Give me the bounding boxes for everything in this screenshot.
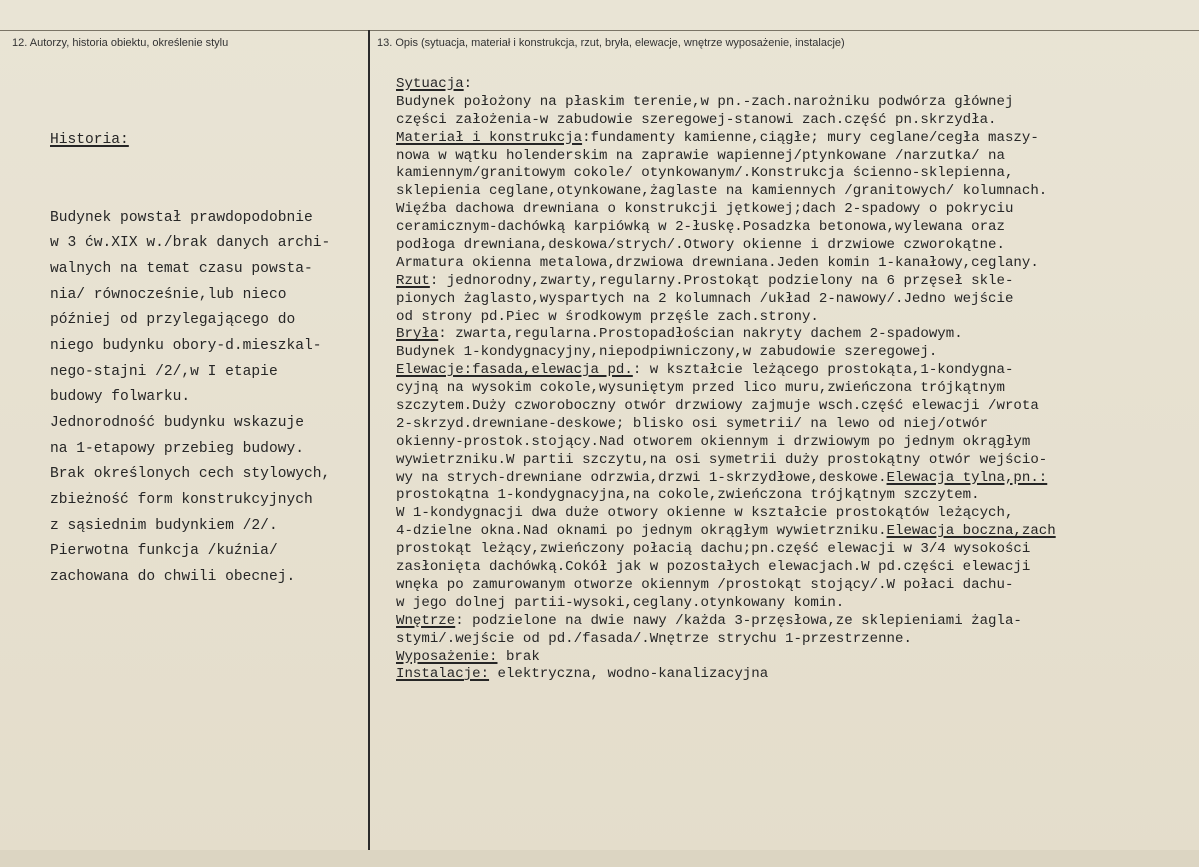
description-text: wywietrzniku.W partii szczytu,na osi symetrii duży prostokątny otwór wejścio- (396, 451, 1048, 468)
history-line: budowy folwarku. (50, 389, 191, 406)
history-line: Jednorodność budynku wskazuje (50, 415, 304, 431)
description-text: ceramicznym-dachówką karpiówką w 2-łuskę.Posadzka betonowa,wylewana oraz (396, 219, 1005, 236)
section-12-header: 12. Autorzy, historia obiektu, określenie stylu (12, 37, 229, 49)
history-section (50, 77, 330, 642)
section-label: Bryła (396, 326, 439, 343)
description-line (396, 237, 1056, 255)
header-rule (0, 30, 1199, 31)
history-line: nia/ równocześnie,lub nieco (50, 286, 287, 303)
history-line: zbieżność form konstrukcyjnych (50, 492, 313, 509)
description-line (396, 505, 1056, 523)
description-text: 4-dzielne okna.Nad oknami po jednym okrągłym wywietrzniku. (396, 523, 887, 540)
description-line (396, 219, 1056, 237)
description-text: :fundamenty kamienne,ciągłe; mury ceglane/cegła maszy- (582, 129, 1039, 146)
description-line (396, 94, 1056, 112)
section-label: Elewacje:fasada,elewacja pd. (396, 362, 633, 379)
description-line (396, 541, 1056, 559)
description-text: 2-skrzyd.drewniane-deskowe; blisko osi symetrii/ na lewo od niej/otwór (396, 415, 989, 432)
description-line (396, 649, 1056, 667)
description-line (396, 148, 1056, 166)
description-line (396, 631, 1056, 649)
description-line (396, 76, 1056, 94)
description-text: kamiennym/granitowym cokole/ otynkowanym/.Konstrukcja ścienno-sklepienna, (396, 165, 1014, 182)
card-bottom-edge (0, 850, 1199, 867)
description-line (396, 434, 1056, 452)
description-line (396, 487, 1056, 505)
description-line (396, 523, 1056, 541)
description-text: nowa w wątku holenderskim na zaprawie wapiennej/ptynkowane /narzutka/ na (396, 147, 1005, 164)
description-line (396, 165, 1056, 183)
history-line: niego budynku obory-d.mieszkal- (50, 337, 322, 354)
description-text: elektryczna, wodno-kanalizacyjna (489, 666, 769, 683)
description-text: : podzielone na dwie nawy /każda 3-przęsłowa,ze sklepieniami żagla- (455, 612, 1022, 629)
description-line (396, 112, 1056, 130)
description-text: prostokąt leżący,zwieńczony połacią dachu;pn.część elewacji w 3/4 wysokości (396, 541, 1031, 558)
description-text: : zwarta,regularna.Prostopadłościan nakryty dachem 2-spadowym. (438, 326, 963, 343)
section-13-header: 13. Opis (sytuacja, materiał i konstrukcja, rzut, bryła, elewacje, wnętrze wyposażenie, instalacje) (377, 37, 845, 49)
history-line: Pierwotna funkcja /kuźnia/ (50, 543, 278, 560)
column-divider (368, 30, 370, 852)
description-text: prostokątna 1-kondygnacyjna,na cokole,zwieńczona trójkątnym szczytem. (396, 487, 980, 504)
description-text: : jednorodny,zwarty,regularny.Prostokąt podzielony na 6 przęseł skle- (429, 272, 1014, 289)
description-text: : (463, 76, 473, 92)
description-text: zasłonięta dachówką.Cokół jak w pozostałych elewacjach.W pd.części elewacji (396, 559, 1031, 576)
description-text: brak (497, 648, 540, 665)
history-lines (50, 206, 330, 591)
section-label: Instalacje: (396, 666, 490, 683)
section-label: Wyposażenie: (396, 648, 498, 665)
section-label: Elewacja tylna,pn.: (886, 469, 1048, 486)
description-line (396, 380, 1056, 398)
section-label: Wnętrze (396, 612, 456, 629)
section-label: Sytuacja (396, 76, 464, 92)
history-line: walnych na temat czasu powsta- (50, 260, 313, 277)
description-text: Więźba dachowa drewniana o konstrukcji jętkowej;dach 2-spadowy o pokryciu (396, 201, 1014, 218)
description-line (396, 273, 1056, 291)
description-text: podłoga drewniana,deskowa/strych/.Otwory okienne i drzwiowe czworokątne. (396, 237, 1005, 254)
description-text: cyjną na wysokim cokole,wysuniętym przed lico muru,zwieńczona trójkątnym (396, 380, 1005, 397)
description-line (396, 255, 1056, 273)
history-line: na 1-etapowy przebieg budowy. (50, 440, 304, 457)
history-line: Budynek powstał prawdopodobnie (50, 209, 313, 226)
description-section (396, 76, 1056, 684)
description-line (396, 344, 1056, 362)
description-line (396, 130, 1056, 148)
section-label: Materiał i konstrukcja (396, 129, 583, 146)
description-text: części założenia-w zabudowie szeregowej-stanowi zach.część pn.skrzydła. (396, 111, 997, 128)
description-line (396, 595, 1056, 613)
description-text: pionych żaglasto,wyspartych na 2 kolumnach /układ 2-nawowy/.Jedno wejście (396, 290, 1014, 307)
description-text: Budynek 1-kondygnacyjny,niepodpiwniczony,w zabudowie szeregowej. (396, 344, 938, 361)
description-text: wy na strych-drewniane odrzwia,drzwi 1-skrzydłowe,deskowe. (396, 469, 887, 486)
description-line (396, 470, 1056, 488)
section-label: Rzut (396, 272, 430, 289)
description-line (396, 666, 1056, 684)
history-line: zachowana do chwili obecnej. (50, 569, 296, 586)
description-line (396, 326, 1056, 344)
description-line (396, 291, 1056, 309)
description-line (396, 559, 1056, 577)
description-line (396, 398, 1056, 416)
description-text: wnęka po zamurowanym otworze okiennym /prostokąt stojący/.W połaci dachu- (396, 576, 1014, 593)
history-line: z sąsiednim budynkiem /2/. (50, 517, 278, 534)
description-text: szczytem.Duży czworoboczny otwór drzwiowy zajmuje wsch.część elewacji /wrota (396, 398, 1039, 415)
description-line (396, 201, 1056, 219)
history-line: w 3 ćw.XIX w./brak danych archi- (50, 235, 331, 252)
description-line (396, 452, 1056, 470)
history-line: Brak określonych cech stylowych, (50, 466, 331, 483)
description-text: w jego dolnej partii-wysoki,ceglany.otynkowany komin. (396, 594, 845, 611)
section-label: Elewacja boczna,zach (886, 523, 1056, 540)
description-text: Armatura okienna metalowa,drzwiowa drewniana.Jeden komin 1-kanałowy,ceglany. (396, 254, 1039, 271)
description-text: okienny-prostok.stojący.Nad otworem okiennym i drzwiowym po jednym okrągłym (396, 433, 1031, 450)
description-text: stymi/.wejście od pd./fasada/.Wnętrze strychu 1-przestrzenne. (396, 630, 912, 647)
description-text: od strony pd.Piec w środkowym przęśle zach.strony. (396, 308, 819, 325)
description-text: W 1-kondygnacji dwa duże otwory okienne w kształcie prostokątów leżących, (396, 505, 1014, 522)
description-line (396, 362, 1056, 380)
description-line (396, 416, 1056, 434)
history-line: później od przylegającego do (50, 312, 296, 329)
description-line (396, 577, 1056, 595)
description-text: sklepienia ceglane,otynkowane,żaglaste na kamiennych /granitowych/ kolumnach. (396, 183, 1048, 200)
description-text: : w kształcie leżącego prostokąta,1-kondygna- (632, 362, 1014, 379)
description-line (396, 613, 1056, 631)
history-line: nego-stajni /2/,w I etapie (50, 363, 278, 380)
description-line (396, 183, 1056, 201)
description-line (396, 309, 1056, 327)
history-heading: Historia: (50, 132, 129, 149)
description-text: Budynek położony na płaskim terenie,w pn.-zach.narożniku podwórza głównej (396, 93, 1014, 110)
